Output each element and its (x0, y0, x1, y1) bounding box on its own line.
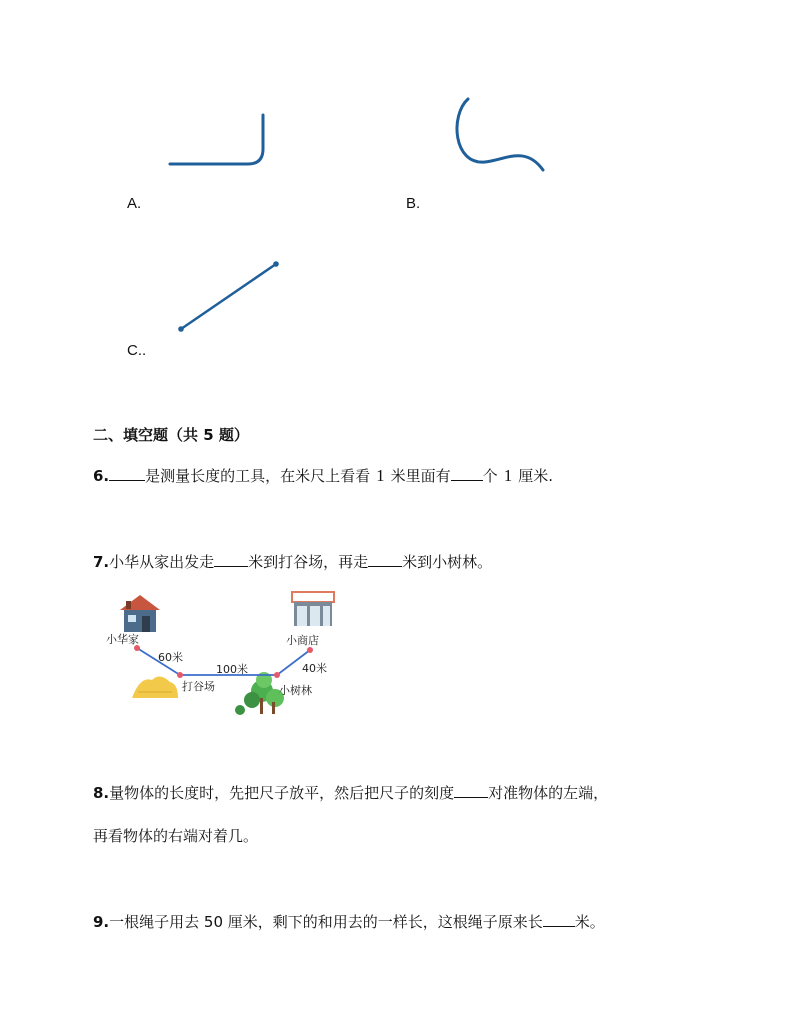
answer-blank[interactable] (109, 466, 145, 481)
haystack-icon (132, 676, 178, 698)
question-8: 8.量物体的长度时，先把尺子放平，然后把尺子的刻度 对准物体的左端， (93, 784, 609, 802)
option-a-label: A. (127, 195, 142, 212)
question-number: 8. (93, 784, 110, 802)
option-c-label: C.. (127, 342, 147, 359)
answer-blank[interactable] (368, 552, 402, 567)
house-icon (120, 595, 160, 632)
answer-blank[interactable] (214, 552, 248, 567)
map-label-distance-3: 40米 (302, 662, 327, 675)
answer-blank[interactable] (454, 783, 488, 798)
option-a-figure (160, 105, 280, 175)
route-map (100, 588, 350, 723)
option-b-figure (445, 90, 555, 180)
map-label-grove: 小树林 (279, 684, 312, 697)
map-label-home: 小华家 (106, 633, 139, 646)
option-b-label: B. (406, 195, 421, 212)
answer-blank[interactable] (543, 912, 575, 927)
segment-endpoint (273, 261, 279, 267)
section-title: 二、填空题（共 5 题） (93, 426, 249, 444)
option-c-figure (170, 255, 290, 340)
question-8-line-2: 再看物体的右端对着几。 (93, 827, 259, 845)
segment-endpoint (178, 326, 184, 332)
question-number: 9. (93, 913, 110, 931)
question-9: 9.一根绳子用去 50 厘米，剩下的和用去的一样长，这根绳子原来长 米。 (93, 913, 605, 931)
tree-icon (235, 672, 284, 715)
map-label-distance-1: 60米 (158, 651, 183, 664)
map-label-shop: 小商店 (286, 634, 319, 647)
map-label-field: 打谷场 (182, 680, 215, 693)
map-label-distance-2: 100米 (216, 663, 248, 676)
question-7: 7.小华从家出发走 米到打谷场，再走 米到小树林。 (93, 553, 493, 571)
shop-icon (292, 592, 334, 626)
question-number: 6. (93, 467, 110, 485)
question-6: 6. 是测量长度的工具，在米尺上看看 1 米里面有 个 1 厘米. (93, 466, 553, 485)
answer-blank[interactable] (451, 466, 483, 481)
question-number: 7. (93, 553, 110, 571)
